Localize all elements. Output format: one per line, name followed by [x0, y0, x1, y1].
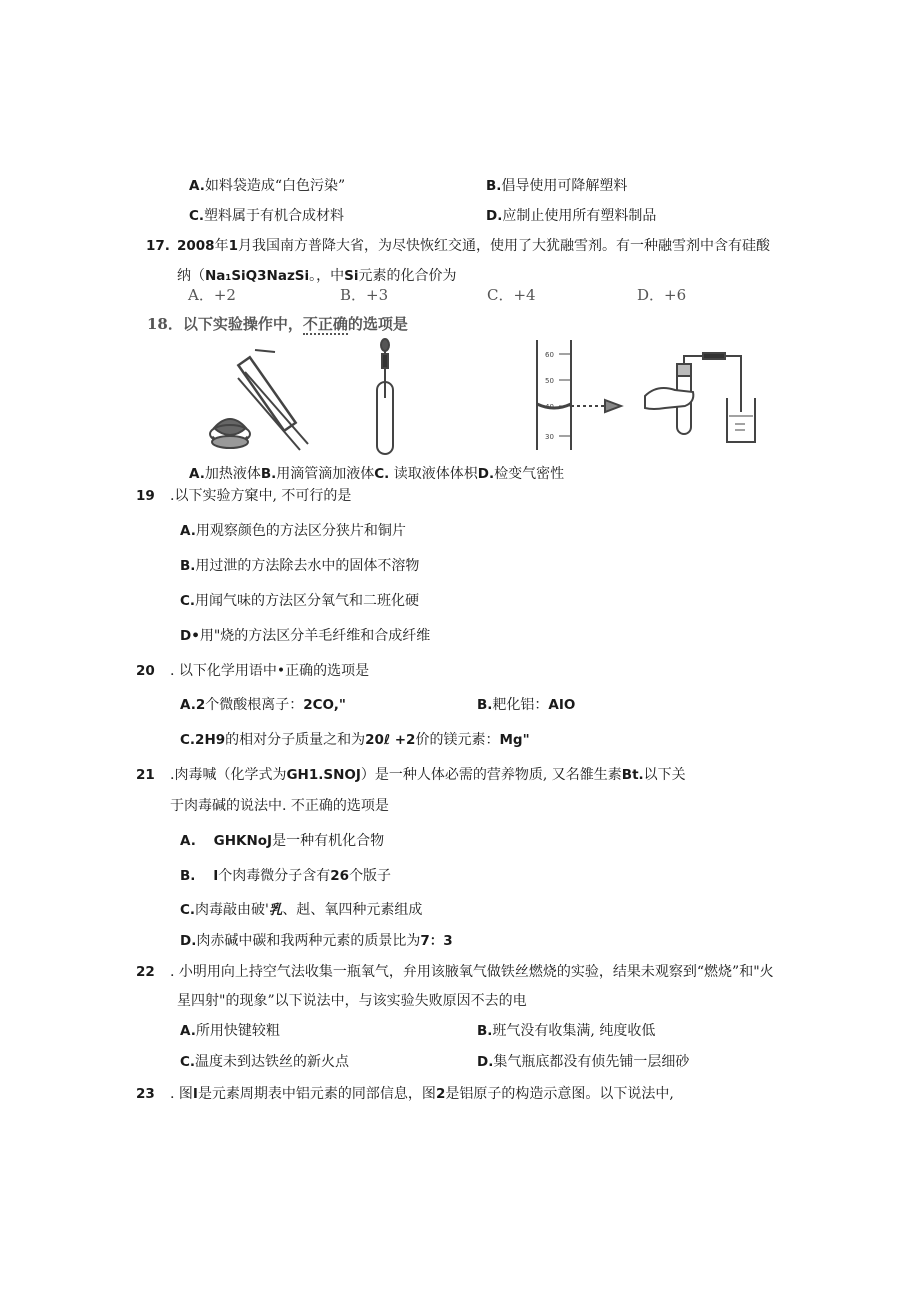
option-text: 倡导使用可降解塑料: [501, 178, 628, 194]
q20-option-b: B.耙化铝：AIO: [477, 697, 576, 713]
q23-number: 23: [136, 1086, 155, 1102]
q21-number: 21: [136, 767, 155, 783]
option-text: 如料袋造成“白色污染”: [204, 178, 346, 194]
q22-option-c: C.温度未到达铁丝的新火点: [180, 1054, 350, 1070]
q22-option-a: A.所用快键较粗: [180, 1023, 280, 1039]
q16-option-d: [486, 207, 656, 225]
q21-option-b: B. I个肉毒微分子含有26个版子: [180, 868, 392, 884]
q22-stem-line2: 星四射"的现象”以下说法中，与该实验失败原因不去的电: [177, 993, 527, 1009]
figure-dropper: [365, 338, 405, 463]
q19-option-a: A.用观察颜色的方法区分狭片和铜片: [180, 523, 406, 539]
q16-option-a: [189, 177, 345, 195]
q22-option-b: B.班气没有收集满, 纯度收低: [477, 1023, 656, 1039]
formula: Na₁SiQ3NazSi: [205, 268, 310, 284]
q21-stem-line1: .肉毒喊（化学式为GH1.SNOJ）是一种人体必需的营养物质, 又名雒生素Bt.以下关: [170, 767, 686, 783]
q17-option-c: C．+4: [487, 286, 536, 304]
q21-option-d: D.肉赤碱中碳和我两种元素的质景比为7：3: [180, 933, 453, 949]
q17-option-a: A．+2: [188, 286, 236, 304]
q17-option-b: B．+3: [340, 286, 389, 304]
q19-stem: .以下实验方窠中, 不可行的是: [170, 488, 352, 504]
option-letter: A.: [189, 178, 205, 194]
q23-stem: . 图I是元素周期表中铝元素的同部信息，图2是铝原子的构造示意图。以下说法中,: [170, 1086, 674, 1102]
option-letter: B.: [486, 178, 502, 194]
q21-stem-line2: 于肉毒碱的说法中. 不正确的选项是: [170, 798, 389, 814]
figure-heating-liquid: [200, 342, 320, 462]
q20-stem: . 以下化学用语中•正确的选项是: [170, 663, 370, 679]
cylinder-label-60: 60: [545, 351, 554, 359]
option-text: 塑料属于有机合成材料: [204, 208, 345, 224]
q22-option-d: D.集气瓶底都没有侦先铺一层细砂: [477, 1054, 690, 1070]
q20-option-a: A.2个微酸根离子：2CO,": [180, 697, 346, 713]
q17-stem-line2: 纳（Na₁SiQ3NazSi。，中Si元素的化合价为: [177, 268, 457, 284]
q21-option-c: C.肉毒敲由破'乳、赳、氧四种元素组成: [180, 902, 423, 918]
q16-option-b: [486, 177, 627, 195]
q19-number: 19: [136, 488, 155, 504]
q22-stem-line1: . 小明用向上持空气法收集一瓶氧气，弁用该腋氧气做铁丝燃烧的实验，结果未观察到“燃烧”和"火: [170, 964, 774, 980]
q17-number: 17.: [146, 238, 170, 254]
q22-number: 22: [136, 964, 155, 980]
q19-option-c: C.用闻气味的方法区分氧气和二班化硬: [180, 593, 420, 609]
option-text: 应制止使用所有塑料制品: [502, 208, 657, 224]
q16-option-c: [189, 207, 344, 225]
q17-stem-line1: 2008年1月我国南方普降大省，为尽快恢红交通，使用了大犹融雪剂。有一种融雪剂中含有硅酸: [177, 238, 770, 254]
q17-option-d: D．+6: [637, 286, 687, 304]
cylinder-label-30: 30: [545, 433, 554, 441]
q18-title: 18．以下实验操作中，不正确的选项是: [147, 315, 408, 333]
cylinder-label-50: 50: [545, 377, 554, 385]
q20-option-c: C.2H9的相对分子质量之和为20ℓ +2价的镁元素：Mg": [180, 732, 530, 748]
q20-number: 20: [136, 663, 155, 679]
cylinder-label-40: 40: [545, 403, 554, 411]
figure-cylinder-reading: [525, 340, 635, 455]
option-letter: D.: [486, 208, 503, 224]
q19-option-b: B.用过泄的方法除去水中的固体不溶物: [180, 558, 420, 574]
figure-airtightness: [645, 350, 760, 450]
q19-option-d: D•用"烧的方法区分羊毛纤维和合成纤维: [180, 628, 431, 644]
emphasis-dots: 不正确: [302, 315, 348, 333]
q18-caption: A.加热液体B.用滴管滴加液体C. 读取液体体枳D.检变气密性: [189, 466, 565, 482]
option-letter: C.: [189, 208, 205, 224]
q21-option-a: A. GHKNoJ是一种有机化合物: [180, 833, 385, 849]
